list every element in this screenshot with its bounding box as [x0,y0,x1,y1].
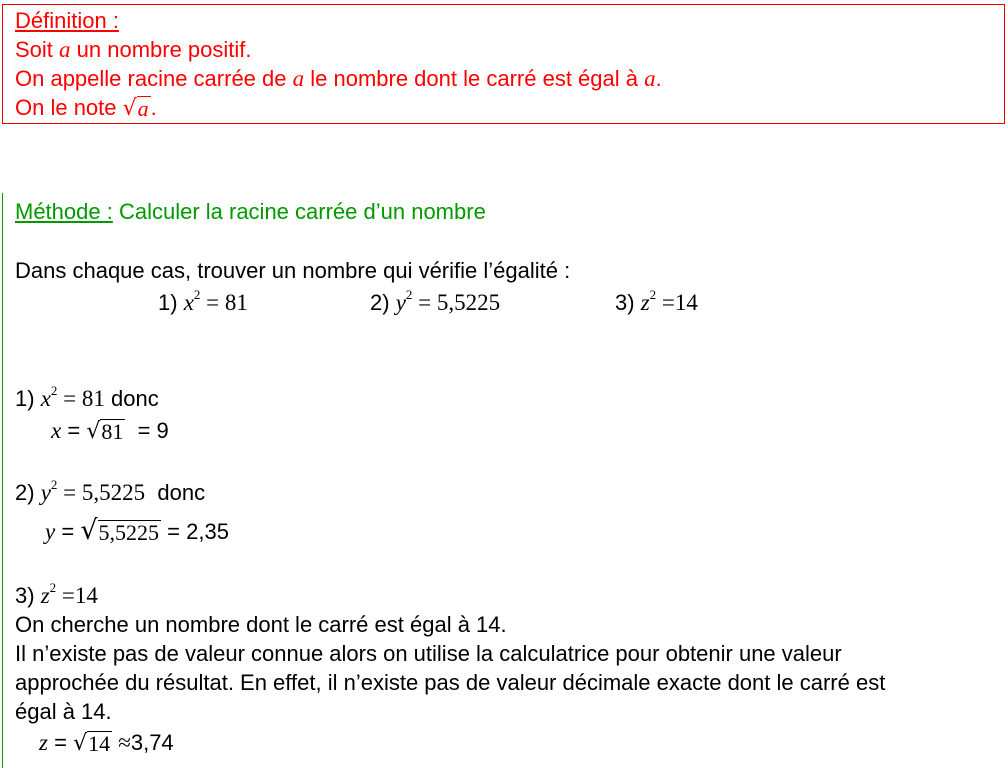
definition-line-3: On le note √ a . [15,95,157,121]
solution-3-text-3: approchée du résultat. En effet, il n’existe pas de valeur décimale exacte dont le carré est [15,670,886,695]
definition-line-1: Soit a un nombre positif. [15,37,252,62]
exercise-1: 1) $x^2 = 81$ [158,287,248,315]
solution-3-statement: 3) $z^2 =14$ [15,580,98,608]
solution-2-result: y = √ 5,5225 = 2,35 [45,515,229,546]
solution-2-statement: 2) $y^2 = 5,5225$ donc [15,477,206,505]
definition-box [2,4,1005,124]
method-box [2,193,1005,768]
solution-3-text-2: Il n’existe pas de valeur connue alors on utilise la calculatrice pour obtenir une valeur [15,641,842,666]
solution-3-text-1: On cherche un nombre dont le carré est égal à 14. [15,612,507,637]
sqrt-5-5225: √ 5,5225 [80,515,160,546]
method-instruction: Dans chaque cas, trouver un nombre qui vérifie l’égalité : [15,258,571,283]
definition-line-2: On appelle racine carrée de a le nombre dont le carré est égal à a. [15,66,662,91]
solution-3-text-4: égal à 14. [15,699,112,724]
sqrt-14: √ 14 [73,730,111,756]
solution-1-statement: 1) $x^2 = 81$ donc [15,383,159,411]
exercise-3: 3) $z^2 =14$ [615,287,698,315]
definition-title: Définition : [15,8,119,33]
method-title: Méthode : Calculer la racine carrée d’un nombre [15,199,486,224]
sqrt-81: √ 81 [86,418,124,444]
solution-1-result: x = √ 81 = 9 [51,418,169,444]
solution-3-result: z = √ 14 ≈3,74 [39,730,174,756]
exercise-2: 2) $y^2 = 5,5225$ [370,287,501,315]
sqrt-a: √ a [122,95,149,121]
